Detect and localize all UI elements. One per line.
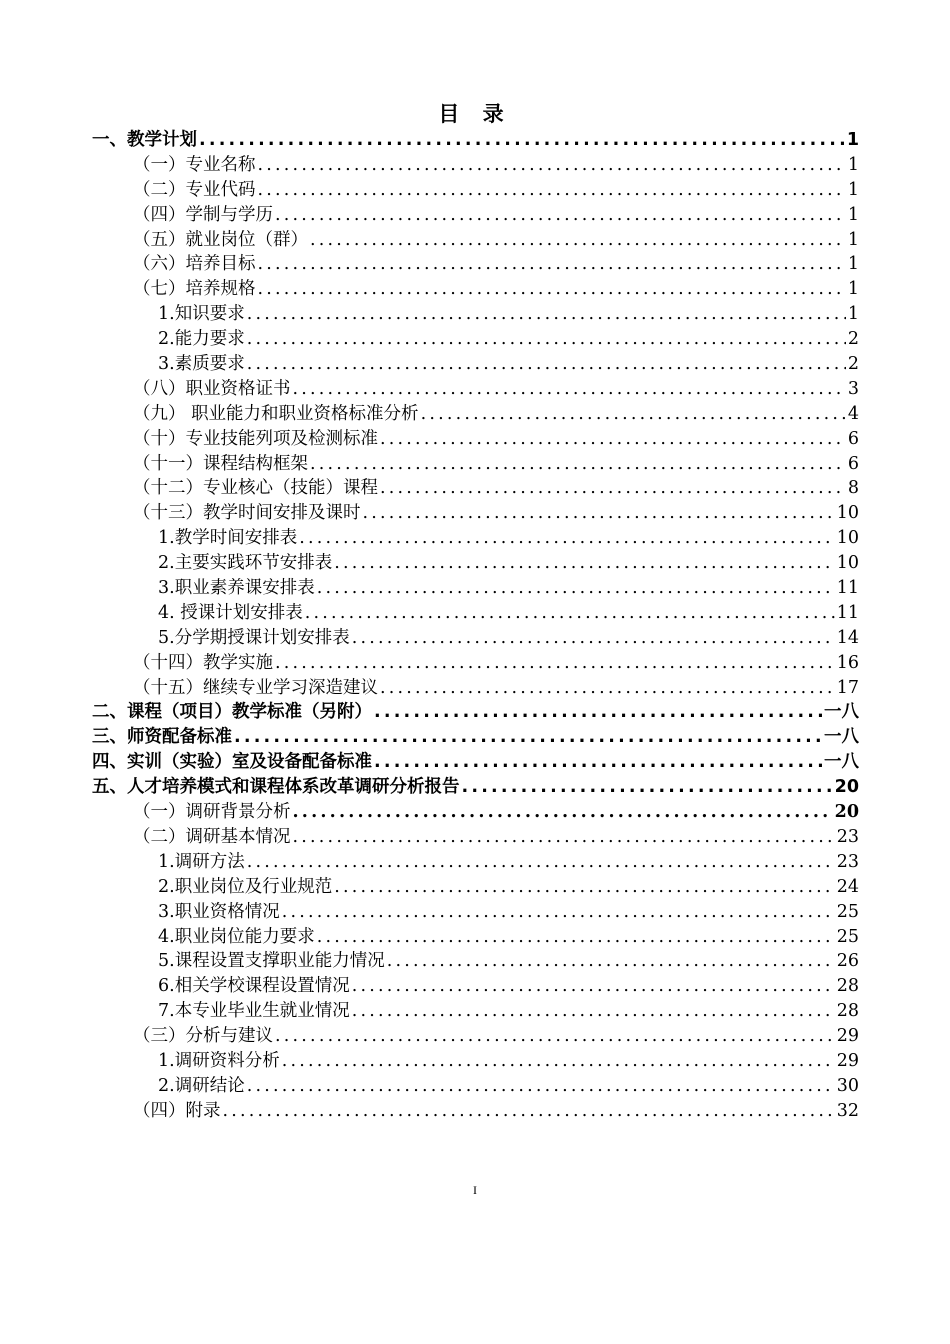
toc-leader-dots	[380, 676, 835, 701]
toc-entry[interactable]	[92, 476, 859, 501]
toc-entry[interactable]	[92, 252, 859, 277]
toc-leader-dots	[293, 825, 835, 850]
toc-entry-title: 3.职业资格情况	[158, 901, 280, 922]
toc-entry-title: 5.分学期授课计划安排表	[158, 627, 350, 648]
toc-leader-dots	[258, 153, 846, 178]
toc-entry-page: 8	[847, 478, 859, 499]
toc-entry[interactable]	[92, 501, 859, 526]
toc-leader-dots	[305, 601, 835, 626]
toc-entry-title: （十）专业技能列项及检测标准	[133, 428, 378, 449]
toc-entry-title: 4. 授课计划安排表	[158, 602, 303, 623]
toc-entry-page: 11	[836, 578, 859, 599]
toc-leader-dots	[310, 228, 846, 253]
toc-entry-title: 5.课程设置支撑职业能力情况	[158, 951, 385, 972]
toc-entry-title: （三）分析与建议	[133, 1026, 273, 1047]
toc-leader-dots	[282, 1049, 835, 1074]
toc-entry-title: （九） 职业能力和职业资格标准分析	[133, 403, 419, 424]
toc-entry[interactable]	[92, 974, 859, 999]
toc-entry[interactable]	[92, 576, 859, 601]
toc-entry[interactable]	[92, 277, 859, 302]
toc-entry[interactable]	[92, 352, 859, 377]
toc-leader-dots	[334, 875, 835, 900]
toc-entry-page: 1	[847, 229, 859, 250]
toc-entry-title: 2.职业岗位及行业规范	[158, 876, 333, 897]
toc-entry[interactable]	[92, 750, 859, 775]
toc-entry-title: 1.教学时间安排表	[158, 528, 298, 549]
toc-entry-title: 四、实训（实验）室及设备配备标准	[92, 752, 372, 773]
toc-entry-title: 2.主要实践环节安排表	[158, 553, 333, 574]
toc-entry[interactable]	[92, 999, 859, 1024]
toc-entry-title: 1.调研方法	[158, 851, 245, 872]
toc-entry-title: 三、师资配备标准	[92, 727, 232, 748]
toc-entry-page: 29	[836, 1026, 859, 1047]
toc-entry-page: 29	[836, 1050, 859, 1071]
toc-entry-title: 3.素质要求	[158, 354, 245, 375]
toc-entry-page: 28	[836, 976, 859, 997]
toc-entry-title: 2.调研结论	[158, 1075, 245, 1096]
toc-entry[interactable]	[92, 128, 859, 153]
toc-entry-page: 一八	[824, 702, 859, 723]
toc-entry-page: 20	[834, 777, 859, 798]
toc-entry-title: 7.本专业毕业生就业情况	[158, 1001, 350, 1022]
toc-entry-page: 16	[836, 652, 859, 673]
toc-leader-dots	[282, 900, 835, 925]
toc-leader-dots	[199, 128, 845, 153]
toc-entry-page: 6	[847, 428, 859, 449]
toc-entry-title: （二）专业代码	[133, 179, 256, 200]
toc-leader-dots	[247, 327, 846, 352]
toc-entry[interactable]	[92, 1099, 859, 1124]
toc-entry-title: （四）附录	[133, 1100, 221, 1121]
toc-entry-page: 1	[847, 304, 859, 325]
toc-entry[interactable]	[92, 800, 859, 825]
toc-entry[interactable]	[92, 775, 859, 800]
toc-leader-dots	[352, 999, 835, 1024]
toc-entry[interactable]	[92, 1074, 859, 1099]
toc-leader-dots	[421, 402, 846, 427]
toc-entry[interactable]	[92, 402, 859, 427]
toc-entry-page: 30	[836, 1075, 859, 1096]
toc-entry[interactable]	[92, 825, 859, 850]
toc-entry[interactable]	[92, 551, 859, 576]
toc-leader-dots	[363, 501, 835, 526]
toc-entry-title: （七）培养规格	[133, 279, 256, 300]
toc-entry-page: 10	[836, 553, 859, 574]
toc-entry-title: （十二）专业核心（技能）课程	[133, 478, 378, 499]
toc-entry-page: 17	[836, 677, 859, 698]
toc-leader-dots	[462, 775, 833, 800]
toc-leader-dots	[275, 1024, 835, 1049]
toc-leader-dots	[293, 377, 846, 402]
toc-entry[interactable]	[92, 377, 859, 402]
toc-entry[interactable]	[92, 651, 859, 676]
toc-entry[interactable]	[92, 949, 859, 974]
toc-entry-title: （八）职业资格证书	[133, 378, 291, 399]
toc-leader-dots	[247, 1074, 835, 1099]
toc-entry-page: 24	[836, 876, 859, 897]
toc-entry-page: 1	[847, 179, 859, 200]
toc-entry-page: 3	[847, 378, 859, 399]
toc-leader-dots	[380, 427, 846, 452]
toc-leader-dots	[374, 700, 822, 725]
toc-entry[interactable]	[92, 1024, 859, 1049]
toc-leader-dots	[352, 626, 835, 651]
toc-leader-dots	[293, 800, 833, 825]
toc-leader-dots	[374, 750, 822, 775]
toc-entry-page: 1	[846, 130, 859, 150]
toc-entry-title: 二、课程（项目）教学标准（另附）	[92, 702, 372, 723]
toc-entry[interactable]	[92, 203, 859, 228]
toc-entry-title: 4.职业岗位能力要求	[158, 926, 315, 947]
page-number: I	[473, 1183, 477, 1197]
toc-entry-page: 10	[836, 503, 859, 524]
toc-entry-page: 11	[836, 602, 859, 623]
toc-leader-dots	[247, 352, 846, 377]
toc-leader-dots	[247, 850, 835, 875]
toc-entry[interactable]	[92, 626, 859, 651]
toc-leader-dots	[310, 452, 846, 477]
toc-entry[interactable]	[92, 178, 859, 203]
toc-entry-page: 25	[836, 926, 859, 947]
toc-entry-page: 23	[836, 826, 859, 847]
toc-leader-dots	[334, 551, 835, 576]
toc-entry[interactable]	[92, 153, 859, 178]
toc-entry[interactable]	[92, 601, 859, 626]
table-of-contents	[92, 128, 859, 1124]
toc-leader-dots	[258, 178, 846, 203]
toc-leader-dots	[275, 651, 835, 676]
toc-entry-title: （六）培养目标	[133, 254, 256, 275]
toc-leader-dots	[317, 576, 835, 601]
toc-entry-title: （十五）继续专业学习深造建议	[133, 677, 378, 698]
toc-entry-title: （五）就业岗位（群）	[133, 229, 308, 250]
toc-entry-page: 2	[847, 354, 859, 375]
toc-entry-title: 五、人才培养模式和课程体系改革调研分析报告	[92, 777, 460, 798]
toc-entry-page: 26	[836, 951, 859, 972]
toc-entry[interactable]	[92, 1049, 859, 1074]
toc-entry-page: 一八	[824, 727, 859, 748]
toc-entry[interactable]	[92, 228, 859, 253]
toc-entry-title: （十三）教学时间安排及课时	[133, 503, 361, 524]
toc-entry-page: 25	[836, 901, 859, 922]
page-title: 目 录	[438, 101, 512, 126]
toc-entry-title: （二）调研基本情况	[133, 826, 291, 847]
toc-entry[interactable]	[92, 452, 859, 477]
toc-entry-page: 6	[847, 453, 859, 474]
toc-entry[interactable]	[92, 302, 859, 327]
toc-leader-dots	[299, 526, 835, 551]
toc-entry-title: 3.职业素养课安排表	[158, 578, 315, 599]
toc-entry-title: （一）专业名称	[133, 154, 256, 175]
toc-entry[interactable]	[92, 925, 859, 950]
toc-entry-page: 一八	[824, 752, 859, 773]
toc-entry-page: 32	[836, 1100, 859, 1121]
toc-entry-title: （十一）课程结构框架	[133, 453, 308, 474]
toc-entry[interactable]	[92, 875, 859, 900]
toc-entry-title: （十四）教学实施	[133, 652, 273, 673]
toc-entry-page: 1	[847, 154, 859, 175]
toc-entry-title: （四）学制与学历	[133, 204, 273, 225]
toc-entry[interactable]	[92, 676, 859, 701]
toc-entry-page: 28	[836, 1001, 859, 1022]
toc-entry[interactable]	[92, 850, 859, 875]
toc-leader-dots	[247, 302, 846, 327]
toc-leader-dots	[352, 974, 835, 999]
toc-leader-dots	[275, 203, 846, 228]
toc-entry-page: 2	[847, 329, 859, 350]
toc-leader-dots	[317, 925, 835, 950]
toc-entry-title: 6.相关学校课程设置情况	[158, 976, 350, 997]
toc-entry-page: 23	[836, 851, 859, 872]
toc-entry[interactable]	[92, 526, 859, 551]
toc-leader-dots	[258, 252, 846, 277]
toc-entry[interactable]	[92, 427, 859, 452]
toc-entry-page: 1	[847, 204, 859, 225]
toc-entry-title: 1.知识要求	[158, 304, 245, 325]
toc-entry-title: 1.调研资料分析	[158, 1050, 280, 1071]
toc-entry-page: 20	[834, 802, 859, 823]
toc-entry[interactable]	[92, 900, 859, 925]
toc-leader-dots	[380, 476, 846, 501]
toc-entry-title: （一）调研背景分析	[133, 802, 291, 823]
toc-leader-dots	[223, 1099, 835, 1124]
toc-entry-title: 一、教学计划	[92, 130, 197, 150]
toc-entry-page: 14	[836, 627, 859, 648]
toc-entry-page: 4	[847, 403, 859, 424]
toc-entry-title: 2.能力要求	[158, 329, 245, 350]
toc-leader-dots	[258, 277, 846, 302]
toc-entry[interactable]	[92, 700, 859, 725]
toc-entry-page: 1	[847, 279, 859, 300]
toc-entry[interactable]	[92, 327, 859, 352]
toc-leader-dots	[234, 725, 822, 750]
toc-leader-dots	[387, 949, 835, 974]
toc-entry[interactable]	[92, 725, 859, 750]
toc-entry-page: 10	[836, 528, 859, 549]
toc-entry-page: 1	[847, 254, 859, 275]
